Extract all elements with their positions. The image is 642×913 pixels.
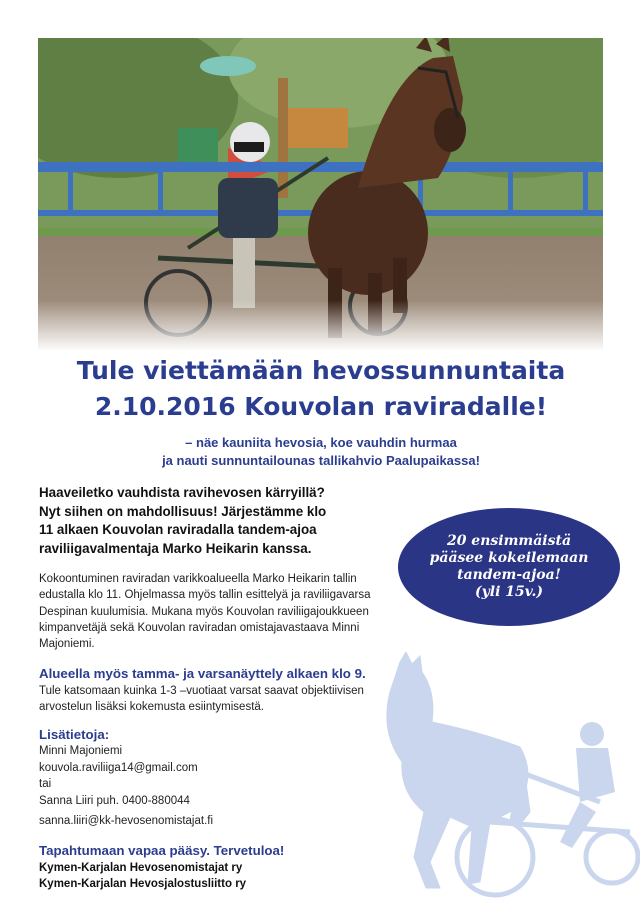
headline-line1: Tule viettämään hevossunnuntaita [76,356,566,385]
contact-email-link[interactable]: sanna.liiri@kk-hevosenomistajat.fi [39,815,214,827]
callout-line: 20 ensimmäistä [446,533,572,549]
contact-block [39,743,213,830]
body-line: Kokoontuminen raviradan varikkoalueella Marko Heikarin tallin [39,573,357,585]
body-paragraph [39,571,399,652]
callout-line: (yli 15v.) [475,584,543,600]
headline-line2: 2.10.2016 Kouvolan raviradalle! [94,392,548,421]
show-heading: Alueella myös tamma- ja varsanäyttely alkaen klo 9. [39,666,366,681]
subheadline-line2: ja nauti sunnuntailounas tallikahvio Paalupaikassa! [162,453,480,468]
body-line: kimpanvetäjä sekä Kouvolan raviradan omistajavastaava Minni [39,621,360,634]
body-line: edustalla klo 11. Ohjelmassa myös tallin esittelyä ja raviliigavarsa [39,589,371,602]
free-entry-heading: Tapahtumaan vapaa pääsy. Tervetuloa! [39,843,285,858]
callout-oval [398,508,620,626]
horse-silhouette [340,652,640,908]
photo-fade [38,300,603,352]
contact-name-phone: Sanna Liiri puh. 0400-880044 [39,794,190,807]
callout-line: pääsee kokeilemaan [429,550,589,566]
organizer-name: Kymen-Karjalan Hevosenomistajat ry [39,862,243,874]
contact-separator: tai [39,778,52,790]
body-line: Despinan kuulumisia. Mukana myös Kouvolan raviliigajoukkueen [39,605,369,618]
body-line: Majoniemi. [39,638,95,651]
info-heading: Lisätietoja: [39,727,110,742]
contact-email-link[interactable]: kouvola.raviliiga14@gmail.com [39,761,198,774]
intro-line: raviliigavalmentaja Marko Heikarin kanssa. [39,540,312,556]
intro-line: Haaveiletko vauhdista ravihevosen kärryillä? [39,485,325,500]
intro-paragraph [39,484,389,558]
show-paragraph [39,683,364,716]
show-line: Tule katsomaan kuinka 1-3 –vuotiaat varsat saavat objektiivisen [39,685,364,697]
organizers [39,860,246,892]
contact-name: Minni Majoniemi [39,745,123,757]
organizer-name: Kymen-Karjalan Hevosjalostusliitto ry [39,878,247,890]
subheadline-line1: – näe kauniita hevosia, koe vauhdin hurmaa [185,435,457,450]
intro-line: Nyt siihen on mahdollisuus! Järjestämme klo [39,503,327,519]
intro-line: 11 alkaen Kouvolan raviradalla tandem-ajoa [39,522,317,538]
show-line: arvostelun lisäksi kokemusta esiintymisestä. [39,701,264,714]
callout-line: tandem-ajoa! [457,567,561,583]
